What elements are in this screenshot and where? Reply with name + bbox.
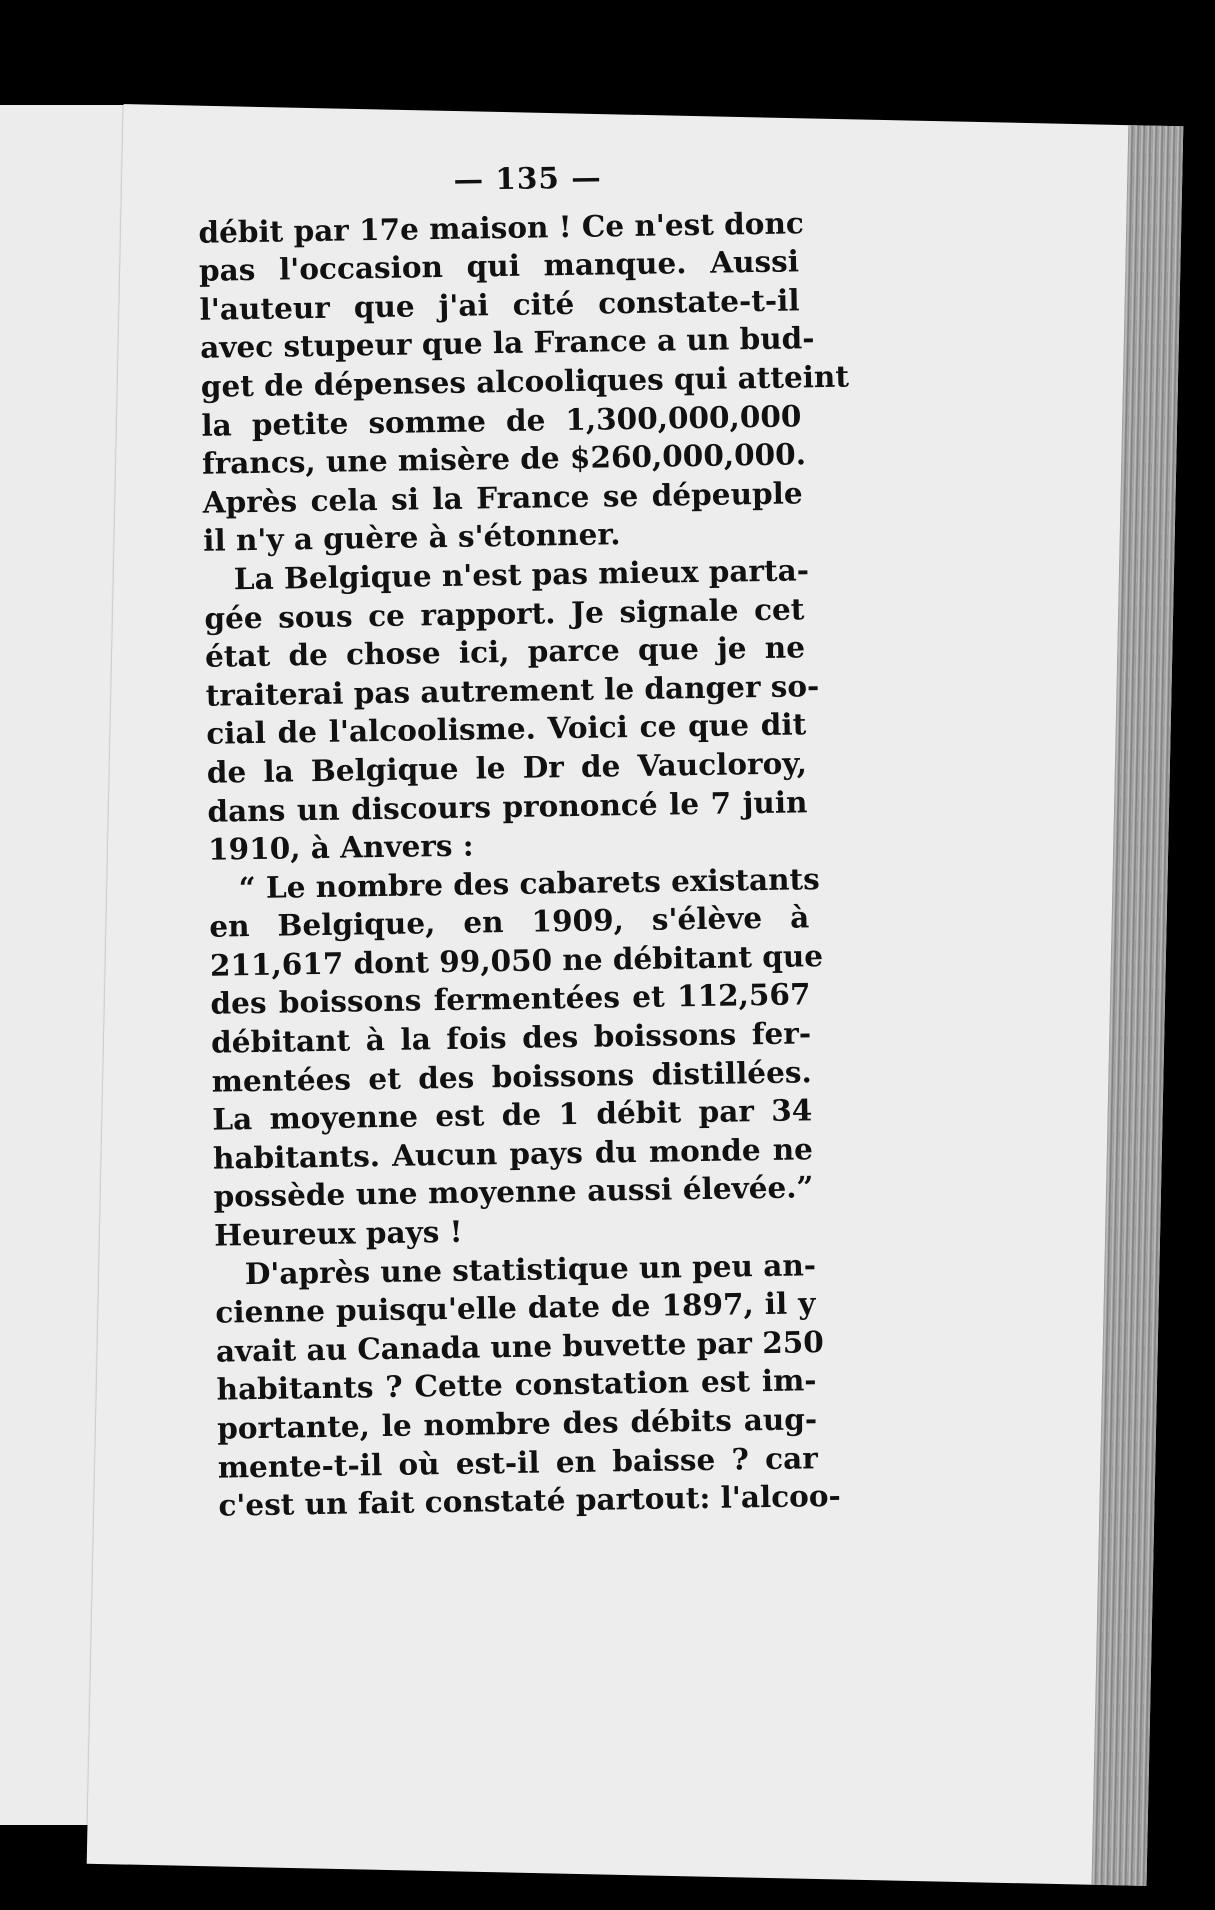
text-line: La Belgique n'est pas mieux parta- [233,552,810,597]
text-line: 1910, à Anvers : [207,827,474,867]
text-line: il n'y a guère à s'étonner. [202,516,621,559]
text-line: avec stupeur que la France a un bud- [199,320,815,366]
text-line: cial de l'alcoolisme. Voici ce que dit [206,706,807,752]
text-line: débit par 17e maison ! Ce n'est donc [198,204,805,250]
text-line: des boissons fermentées et 112,567 [210,976,811,1022]
text-line: débitant à la fois des boissons fer- [210,1015,812,1060]
text-line: cienne puisqu'elle date de 1897, il y [215,1285,816,1330]
text-line: get de dépenses alcooliques qui atteint [200,358,850,404]
text-line: francs, une misère de $260,000,000. [201,436,807,481]
text-line: Heureux pays ! [213,1213,463,1253]
body-text [198,204,850,1525]
text-line: La moyenne est de 1 débit par 34 [212,1092,813,1137]
text-line: mentées et des boissons distillées. [211,1053,812,1099]
text-line: de la Belgique le Dr de Vaucloroy, [206,745,808,790]
text-line: habitants. Aucun pays du monde ne [212,1131,814,1176]
text-line: traiterai pas autrement le danger so- [205,667,820,713]
page-number: — 135 — [453,159,602,197]
text-line: avait au Canada une buvette par 250 [215,1323,825,1369]
text-line: pas l'occasion qui manque. Aussi [198,243,800,288]
text-line: l'auteur que j'ai cité constate-t-il [199,282,800,327]
text-line: “ Le nombre des cabarets existants [238,860,820,905]
text-line: 211,617 dont 99,050 ne débitant que [209,937,824,983]
text-line: la petite somme de 1,300,000,000 [201,397,802,443]
text-line: en Belgique, en 1909, s'élève à [209,899,810,944]
page-text-block [197,155,850,1525]
page-edge-stack [1091,125,1183,1886]
text-line: D'après une statistique un peu an- [244,1246,817,1291]
text-line: portante, le nombre des débits aug- [216,1401,818,1446]
text-line: état de chose ici, parce que je ne [204,629,806,674]
text-line: gée sous ce rapport. Je signale cet [204,590,805,636]
text-line: habitants ? Cette constation est im- [216,1362,817,1408]
text-line: possède une moyenne aussi élevée.” [213,1169,814,1215]
text-line: Après cela si la France se dépeuple [202,475,803,520]
text-line: c'est un fait constaté partout: l'alcoo- [218,1478,841,1523]
text-line: dans un discours prononcé le 7 juin [207,783,808,829]
text-line: mente-t-il où est-il en baisse ? car [217,1439,819,1485]
